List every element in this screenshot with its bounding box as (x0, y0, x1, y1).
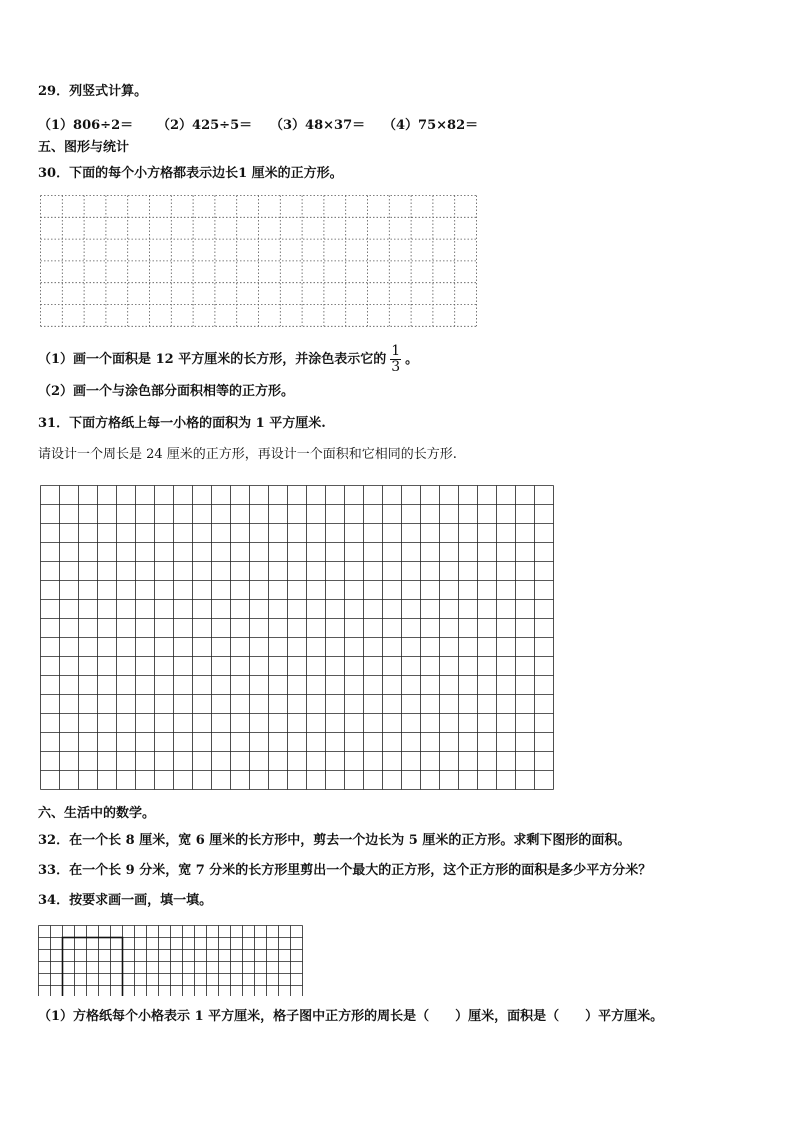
fraction-numerator: 1 (391, 343, 401, 359)
q30-part-1 (38, 344, 418, 375)
q32-text: 32．在一个长 8 厘米，宽 6 厘米的长方形中，剪去一个边长为 5 厘米的正方形。求剩下图形的面积。 (38, 833, 631, 848)
q29-item-3: （3）48×37＝ (270, 118, 366, 133)
q29-item-4: （4）75×82＝ (383, 118, 479, 133)
q30-part-1-text: （1）画一个面积是 12 平方厘米的长方形，并涂色表示它的 (38, 352, 387, 367)
fraction-one-third (390, 344, 401, 375)
section-6-heading: 六、生活中的数学。 (38, 806, 156, 821)
q31-instruction: 请设计一个周长是 24 厘米的正方形，再设计一个面积和它相同的长方形. (38, 447, 457, 462)
q29-item-1: （1）806÷2＝ (38, 118, 134, 133)
q30-title: 30．下面的每个小方格都表示边长1 厘米的正方形。 (38, 166, 343, 181)
q31-title: 31．下面方格纸上每一小格的面积为 1 平方厘米. (38, 416, 326, 431)
q29-title: 29．列竖式计算。 (38, 84, 148, 99)
q30-dotted-grid[interactable] (40, 195, 477, 328)
drawn-square (63, 938, 123, 997)
q34-title: 34．按要求画一画，填一填。 (38, 893, 213, 908)
section-5-heading: 五、图形与统计 (38, 140, 130, 155)
q29-item-2: （2）425÷5＝ (157, 118, 253, 133)
q34-square-grid[interactable] (38, 925, 305, 996)
q33-text: 33．在一个长 9 分米，宽 7 分米的长方形里剪出一个最大的正方形，这个正方形的面积是多少平方分米？ (38, 863, 652, 878)
q30-part-2: （2）画一个与涂色部分面积相等的正方形。 (38, 384, 295, 399)
fraction-denominator: 3 (391, 359, 401, 375)
q34-part-1: （1）方格纸每个小格表示 1 平方厘米，格子图中正方形的周长是（ ）厘米，面积是（ ）平方厘米。 (38, 1009, 664, 1024)
q31-square-grid[interactable] (40, 485, 556, 791)
q30-part-1-end: 。 (405, 352, 419, 367)
